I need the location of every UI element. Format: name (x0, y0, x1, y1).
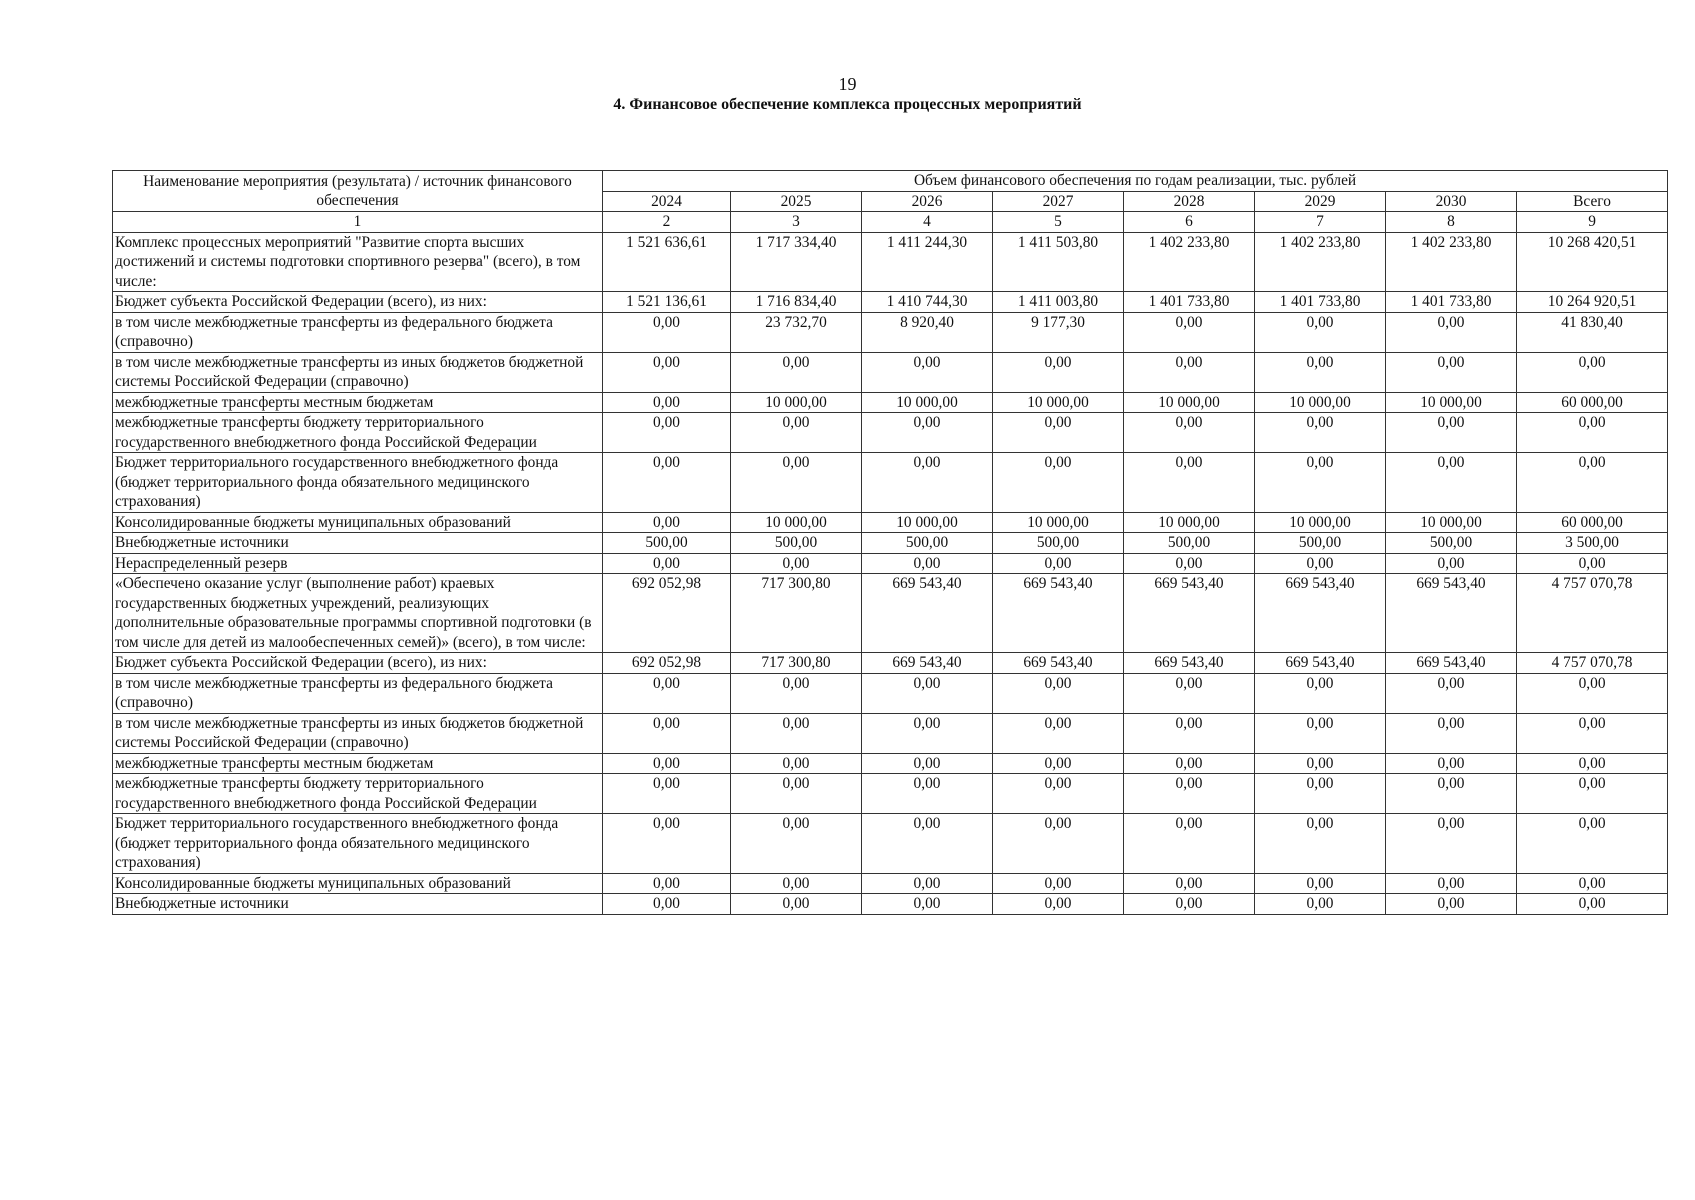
table-row (113, 574, 1668, 653)
value-cell: 0,00 (1386, 713, 1517, 753)
value-cell: 0,00 (603, 814, 731, 874)
value-cell: 0,00 (603, 753, 731, 774)
value-cell: 0,00 (993, 753, 1124, 774)
value-cell: 10 000,00 (731, 512, 862, 533)
value-cell: 1 402 233,80 (1386, 232, 1517, 292)
row-name-cell: в том числе межбюджетные трансферты из федерального бюджета (справочно) (113, 673, 603, 713)
value-cell: 692 052,98 (603, 653, 731, 674)
value-cell: 1 716 834,40 (731, 292, 862, 313)
value-cell: 0,00 (1386, 312, 1517, 352)
value-cell: 0,00 (731, 453, 862, 513)
value-cell: 0,00 (1386, 814, 1517, 874)
value-cell: 0,00 (1517, 553, 1668, 574)
value-cell: 0,00 (1517, 873, 1668, 894)
value-cell: 1 401 733,80 (1124, 292, 1255, 313)
header-index-5: 6 (1124, 212, 1255, 233)
value-cell: 0,00 (1124, 413, 1255, 453)
value-cell: 669 543,40 (1386, 574, 1517, 653)
header-year-1: 2025 (731, 191, 862, 212)
value-cell: 0,00 (603, 413, 731, 453)
value-cell: 500,00 (731, 533, 862, 554)
header-index-0: 1 (113, 212, 603, 233)
value-cell: 0,00 (993, 774, 1124, 814)
value-cell: 0,00 (993, 352, 1124, 392)
value-cell: 0,00 (993, 553, 1124, 574)
value-cell: 3 500,00 (1517, 533, 1668, 554)
value-cell: 500,00 (1255, 533, 1386, 554)
value-cell: 10 000,00 (1255, 392, 1386, 413)
value-cell: 0,00 (993, 873, 1124, 894)
value-cell: 1 411 003,80 (993, 292, 1124, 313)
value-cell: 41 830,40 (1517, 312, 1668, 352)
value-cell: 0,00 (603, 673, 731, 713)
value-cell: 10 000,00 (1124, 512, 1255, 533)
value-cell: 0,00 (731, 713, 862, 753)
value-cell: 0,00 (603, 774, 731, 814)
value-cell: 0,00 (1517, 413, 1668, 453)
value-cell: 1 410 744,30 (862, 292, 993, 313)
value-cell: 0,00 (862, 453, 993, 513)
value-cell: 0,00 (1255, 774, 1386, 814)
value-cell: 0,00 (603, 713, 731, 753)
value-cell: 0,00 (993, 894, 1124, 915)
header-index-3: 4 (862, 212, 993, 233)
table-header (113, 171, 1668, 233)
value-cell: 0,00 (1255, 894, 1386, 915)
value-cell: 10 000,00 (862, 392, 993, 413)
header-year-2: 2026 (862, 191, 993, 212)
value-cell: 0,00 (1124, 312, 1255, 352)
value-cell: 669 543,40 (993, 653, 1124, 674)
header-year-0: 2024 (603, 191, 731, 212)
value-cell: 0,00 (603, 352, 731, 392)
row-name-cell: в том числе межбюджетные трансферты из иных бюджетов бюджетной системы Российской Федерации (справочно) (113, 352, 603, 392)
table-row (113, 232, 1668, 292)
value-cell: 0,00 (1124, 713, 1255, 753)
table-row (113, 753, 1668, 774)
value-cell: 0,00 (862, 352, 993, 392)
value-cell: 1 521 136,61 (603, 292, 731, 313)
value-cell: 4 757 070,78 (1517, 653, 1668, 674)
value-cell: 10 000,00 (1124, 392, 1255, 413)
value-cell: 0,00 (993, 673, 1124, 713)
value-cell: 1 402 233,80 (1124, 232, 1255, 292)
value-cell: 1 521 636,61 (603, 232, 731, 292)
value-cell: 10 000,00 (993, 392, 1124, 413)
value-cell: 0,00 (1386, 413, 1517, 453)
value-cell: 669 543,40 (1124, 574, 1255, 653)
value-cell: 0,00 (1124, 352, 1255, 392)
value-cell: 692 052,98 (603, 574, 731, 653)
value-cell: 0,00 (731, 753, 862, 774)
row-name-cell: Консолидированные бюджеты муниципальных образований (113, 512, 603, 533)
value-cell: 0,00 (1386, 753, 1517, 774)
value-cell: 0,00 (603, 894, 731, 915)
value-cell: 500,00 (1124, 533, 1255, 554)
value-cell: 10 264 920,51 (1517, 292, 1668, 313)
value-cell: 0,00 (731, 894, 862, 915)
value-cell: 0,00 (1124, 673, 1255, 713)
value-cell: 10 000,00 (1386, 512, 1517, 533)
value-cell: 0,00 (993, 413, 1124, 453)
value-cell: 500,00 (993, 533, 1124, 554)
table-row (113, 894, 1668, 915)
value-cell: 0,00 (1255, 553, 1386, 574)
value-cell: 669 543,40 (1386, 653, 1517, 674)
table-row (113, 713, 1668, 753)
value-cell: 669 543,40 (1255, 653, 1386, 674)
value-cell: 0,00 (731, 553, 862, 574)
value-cell: 0,00 (1386, 352, 1517, 392)
header-index-7: 8 (1386, 212, 1517, 233)
value-cell: 4 757 070,78 (1517, 574, 1668, 653)
value-cell: 0,00 (1255, 673, 1386, 713)
value-cell: 60 000,00 (1517, 392, 1668, 413)
table-row (113, 453, 1668, 513)
value-cell: 0,00 (603, 553, 731, 574)
value-cell: 0,00 (603, 512, 731, 533)
value-cell: 0,00 (1124, 753, 1255, 774)
value-cell: 23 732,70 (731, 312, 862, 352)
value-cell: 0,00 (1517, 814, 1668, 874)
header-year-6: 2030 (1386, 191, 1517, 212)
value-cell: 0,00 (603, 453, 731, 513)
value-cell: 0,00 (1124, 453, 1255, 513)
table-row (113, 533, 1668, 554)
row-name-cell: межбюджетные трансферты бюджету территориального государственного внебюджетного фонда Российской Федерации (113, 413, 603, 453)
table-row (113, 352, 1668, 392)
value-cell: 0,00 (731, 673, 862, 713)
value-cell: 0,00 (1255, 413, 1386, 453)
value-cell: 0,00 (862, 873, 993, 894)
value-cell: 0,00 (862, 774, 993, 814)
header-year-3: 2027 (993, 191, 1124, 212)
value-cell: 0,00 (1386, 774, 1517, 814)
row-name-cell: Консолидированные бюджеты муниципальных образований (113, 873, 603, 894)
value-cell: 0,00 (731, 413, 862, 453)
value-cell: 0,00 (1124, 873, 1255, 894)
table-row (113, 413, 1668, 453)
table-row (113, 512, 1668, 533)
row-name-cell: Бюджет территориального государственного внебюджетного фонда (бюджет территориального фонда обязательного медицинского страхования) (113, 814, 603, 874)
row-name-cell: Бюджет территориального государственного внебюджетного фонда (бюджет территориального фонда обязательного медицинского страхования) (113, 453, 603, 513)
value-cell: 669 543,40 (862, 574, 993, 653)
row-name-cell: Внебюджетные источники (113, 533, 603, 554)
value-cell: 0,00 (1517, 894, 1668, 915)
value-cell: 1 401 733,80 (1255, 292, 1386, 313)
row-name-cell: в том числе межбюджетные трансферты из иных бюджетов бюджетной системы Российской Федерации (справочно) (113, 713, 603, 753)
value-cell: 0,00 (1255, 352, 1386, 392)
header-year-4: 2028 (1124, 191, 1255, 212)
value-cell: 0,00 (1124, 894, 1255, 915)
financing-table (112, 170, 1668, 915)
table-row (113, 774, 1668, 814)
value-cell: 0,00 (1517, 774, 1668, 814)
value-cell: 0,00 (731, 873, 862, 894)
header-index-6: 7 (1255, 212, 1386, 233)
value-cell: 0,00 (731, 814, 862, 874)
value-cell: 10 268 420,51 (1517, 232, 1668, 292)
header-name-col: Наименование мероприятия (результата) / источник финансового обеспечения (113, 171, 603, 212)
value-cell: 0,00 (603, 312, 731, 352)
header-volume-group: Объем финансового обеспечения по годам реализации, тыс. рублей (603, 171, 1668, 192)
table-row (113, 292, 1668, 313)
value-cell: 669 543,40 (1255, 574, 1386, 653)
header-year-7: Всего (1517, 191, 1668, 212)
row-name-cell: Бюджет субъекта Российской Федерации (всего), из них: (113, 653, 603, 674)
value-cell: 10 000,00 (1255, 512, 1386, 533)
row-name-cell: межбюджетные трансферты бюджету территориального государственного внебюджетного фонда Российской Федерации (113, 774, 603, 814)
value-cell: 0,00 (603, 873, 731, 894)
table-body (113, 232, 1668, 914)
row-name-cell: Бюджет субъекта Российской Федерации (всего), из них: (113, 292, 603, 313)
value-cell: 10 000,00 (1386, 392, 1517, 413)
header-index-1: 2 (603, 212, 731, 233)
value-cell: 669 543,40 (862, 653, 993, 674)
table-row (113, 392, 1668, 413)
table-row (113, 553, 1668, 574)
header-year-5: 2029 (1255, 191, 1386, 212)
value-cell: 0,00 (993, 814, 1124, 874)
value-cell: 669 543,40 (1124, 653, 1255, 674)
header-index-2: 3 (731, 212, 862, 233)
value-cell: 0,00 (862, 713, 993, 753)
page-number: 19 (838, 74, 857, 94)
header-row-group (113, 171, 1668, 192)
value-cell: 0,00 (1386, 453, 1517, 513)
table-row (113, 312, 1668, 352)
value-cell: 0,00 (1517, 713, 1668, 753)
value-cell: 500,00 (1386, 533, 1517, 554)
value-cell: 0,00 (1255, 753, 1386, 774)
value-cell: 0,00 (1386, 673, 1517, 713)
value-cell: 0,00 (1517, 352, 1668, 392)
table-row (113, 653, 1668, 674)
value-cell: 0,00 (1124, 774, 1255, 814)
value-cell: 0,00 (1386, 553, 1517, 574)
table-row (113, 673, 1668, 713)
value-cell: 0,00 (1255, 873, 1386, 894)
value-cell: 0,00 (862, 753, 993, 774)
value-cell: 0,00 (1517, 753, 1668, 774)
value-cell: 0,00 (1386, 873, 1517, 894)
value-cell: 0,00 (731, 352, 862, 392)
row-name-cell: Комплекс процессных мероприятий "Развитие спорта высших достижений и системы подготовки спортивного резерва" (всего), в том числе: (113, 232, 603, 292)
value-cell: 60 000,00 (1517, 512, 1668, 533)
row-name-cell: «Обеспечено оказание услуг (выполнение работ) краевых государственных бюджетных учреждений, реализующих дополнительные образовательные программы спортивной подготовки (в том числе для детей из малообеспеченных семей)» (всего), в том числе: (113, 574, 603, 653)
value-cell: 0,00 (993, 713, 1124, 753)
section-title: 4. Финансовое обеспечение комплекса процессных мероприятий (613, 96, 1082, 113)
value-cell: 669 543,40 (993, 574, 1124, 653)
value-cell: 0,00 (1124, 814, 1255, 874)
row-name-cell: в том числе межбюджетные трансферты из федерального бюджета (справочно) (113, 312, 603, 352)
value-cell: 10 000,00 (862, 512, 993, 533)
value-cell: 1 402 233,80 (1255, 232, 1386, 292)
value-cell: 0,00 (993, 453, 1124, 513)
row-name-cell: Внебюджетные источники (113, 894, 603, 915)
row-name-cell: Нераспределенный резерв (113, 553, 603, 574)
value-cell: 0,00 (862, 673, 993, 713)
value-cell: 10 000,00 (993, 512, 1124, 533)
row-name-cell: межбюджетные трансферты местным бюджетам (113, 392, 603, 413)
value-cell: 0,00 (603, 392, 731, 413)
table-row (113, 873, 1668, 894)
value-cell: 0,00 (1255, 713, 1386, 753)
value-cell: 0,00 (1255, 453, 1386, 513)
value-cell: 8 920,40 (862, 312, 993, 352)
header-index-row (113, 212, 1668, 233)
value-cell: 1 717 334,40 (731, 232, 862, 292)
value-cell: 0,00 (862, 814, 993, 874)
value-cell: 1 411 244,30 (862, 232, 993, 292)
value-cell: 717 300,80 (731, 653, 862, 674)
value-cell: 1 401 733,80 (1386, 292, 1517, 313)
value-cell: 1 411 503,80 (993, 232, 1124, 292)
value-cell: 0,00 (862, 553, 993, 574)
value-cell: 717 300,80 (731, 574, 862, 653)
value-cell: 500,00 (603, 533, 731, 554)
value-cell: 0,00 (731, 774, 862, 814)
value-cell: 0,00 (1517, 453, 1668, 513)
value-cell: 0,00 (1386, 894, 1517, 915)
value-cell: 0,00 (1124, 553, 1255, 574)
value-cell: 0,00 (1255, 814, 1386, 874)
row-name-cell: межбюджетные трансферты местным бюджетам (113, 753, 603, 774)
header-index-8: 9 (1517, 212, 1668, 233)
value-cell: 0,00 (1517, 673, 1668, 713)
value-cell: 0,00 (862, 413, 993, 453)
value-cell: 0,00 (862, 894, 993, 915)
value-cell: 10 000,00 (731, 392, 862, 413)
value-cell: 9 177,30 (993, 312, 1124, 352)
table-row (113, 814, 1668, 874)
header-index-4: 5 (993, 212, 1124, 233)
value-cell: 500,00 (862, 533, 993, 554)
value-cell: 0,00 (1255, 312, 1386, 352)
